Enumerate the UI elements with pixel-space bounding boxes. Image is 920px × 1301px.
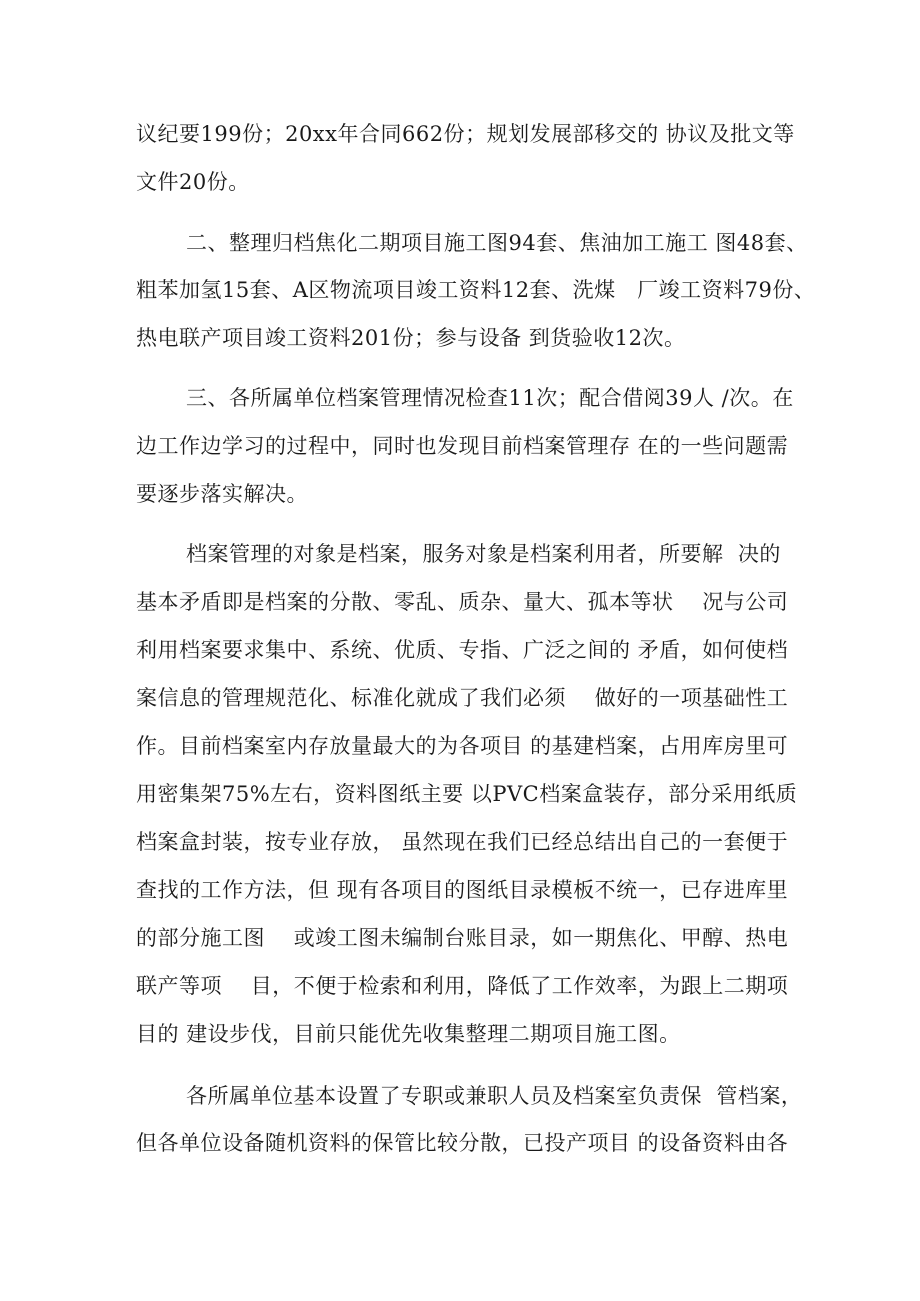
text-line: 三、各所属单位档案管理情况检查11次；配合借阅39人 /次。在 [186,386,794,410]
text-line: 利用档案要求集中、系统、优质、专指、广泛之间的 矛盾，如何使档 [136,638,789,662]
text-line: 粗苯加氢15套、A区物流项目竣工资料12套、洗煤 厂竣工资料79份、 [136,278,816,302]
text-line: 档案管理的对象是档案，服务对象是档案利用者，所要解 决的 [186,542,781,566]
text-line: 要逐步落实解决。 [136,482,308,506]
text-line: 议纪要199份；20xx年合同662份；规划发展部移交的 协议及批文等 [136,122,795,146]
text-line: 查找的工作方法，但 现有各项目的图纸目录模板不统一，已存进库里 [136,878,789,902]
text-line: 热电联产项目竣工资料201份；参与设备 到货验收12次。 [136,326,686,350]
text-line: 档案盒封装，按专业存放， 虽然现在我们已经总结出自己的一套便于 [136,830,789,854]
text-line: 二、整理归档焦化二期项目施工图94套、焦油加工施工 图48套、 [186,231,808,255]
text-line: 的部分施工图 或竣工图未编制台账目录，如一期焦化、甲醇、热电 [136,926,789,950]
text-line: 基本矛盾即是档案的分散、零乱、质杂、量大、孤本等状 况与公司 [136,590,789,614]
text-line: 作。目前档案室内存放量最大的为各项目 的基建档案，占用库房里可 [136,734,789,758]
text-line: 但各单位设备随机资料的保管比较分散，已投产项目 的设备资料由各 [136,1131,789,1155]
text-line: 案信息的管理规范化、标准化就成了我们必须 做好的一项基础性工 [136,686,789,710]
text-line: 文件20份。 [136,170,250,194]
text-line: 用密集架75%左右，资料图纸主要 以PVC档案盒装存，部分采用纸质 [136,782,798,806]
text-line: 联产等项 目，不便于检索和利用，降低了工作效率，为跟上二期项 [136,974,789,998]
text-line: 各所属单位基本设置了专职或兼职人员及档案室负责保 管档案， [186,1084,803,1108]
text-line: 目的 建设步伐，目前只能优先收集整理二期项目施工图。 [136,1022,681,1046]
text-line: 边工作边学习的过程中，同时也发现目前档案管理存 在的一些问题需 [136,434,789,458]
